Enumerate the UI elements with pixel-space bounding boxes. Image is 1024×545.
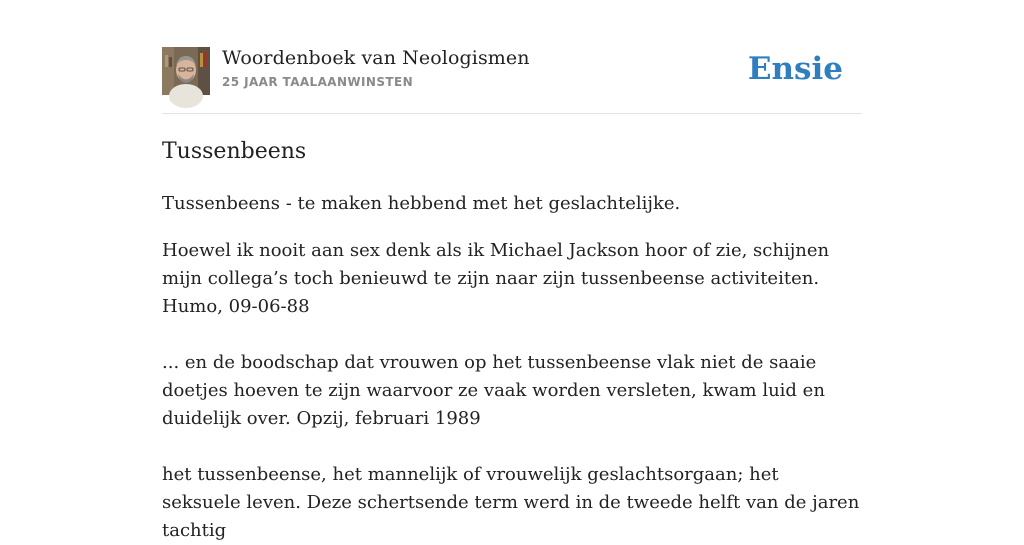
site-subtitle: 25 JAAR TAALAANWINSTEN <box>222 75 414 89</box>
site-title[interactable]: Woordenboek van Neologismen <box>222 47 530 69</box>
entry-content <box>162 134 862 545</box>
header-divider <box>162 113 862 114</box>
site-header <box>162 46 862 96</box>
author-avatar[interactable] <box>162 47 210 95</box>
entry-title: Tussenbeens <box>162 139 307 164</box>
entry-body: Hoewel ik nooit aan sex denk als ik Michael Jackson hoor of zie, schijnen mijn collega’s toch benieuwd te zijn naar zijn tussenbeense activiteiten. Humo, 09-06-88 ... en de boodschap dat vrouwen op het tussenbeense vlak niet de saaie doetjes hoeven te zijn waarvoor ze vaak worden versleten, kwam luid en duidelijk over. Opzij, februari 1989 het tussenbeense, het mannelijk of vrouwelijk geslachtsorgaan; het seksuele leven. Deze schertsende term werd in de tweede helft van de jaren tachtig <box>162 240 860 541</box>
entry-definition: Tussenbeens - te maken hebbend met het geslachtelijke. <box>162 193 681 214</box>
brand-logo[interactable]: Ensie <box>747 51 843 87</box>
author-portrait-icon <box>162 47 210 95</box>
